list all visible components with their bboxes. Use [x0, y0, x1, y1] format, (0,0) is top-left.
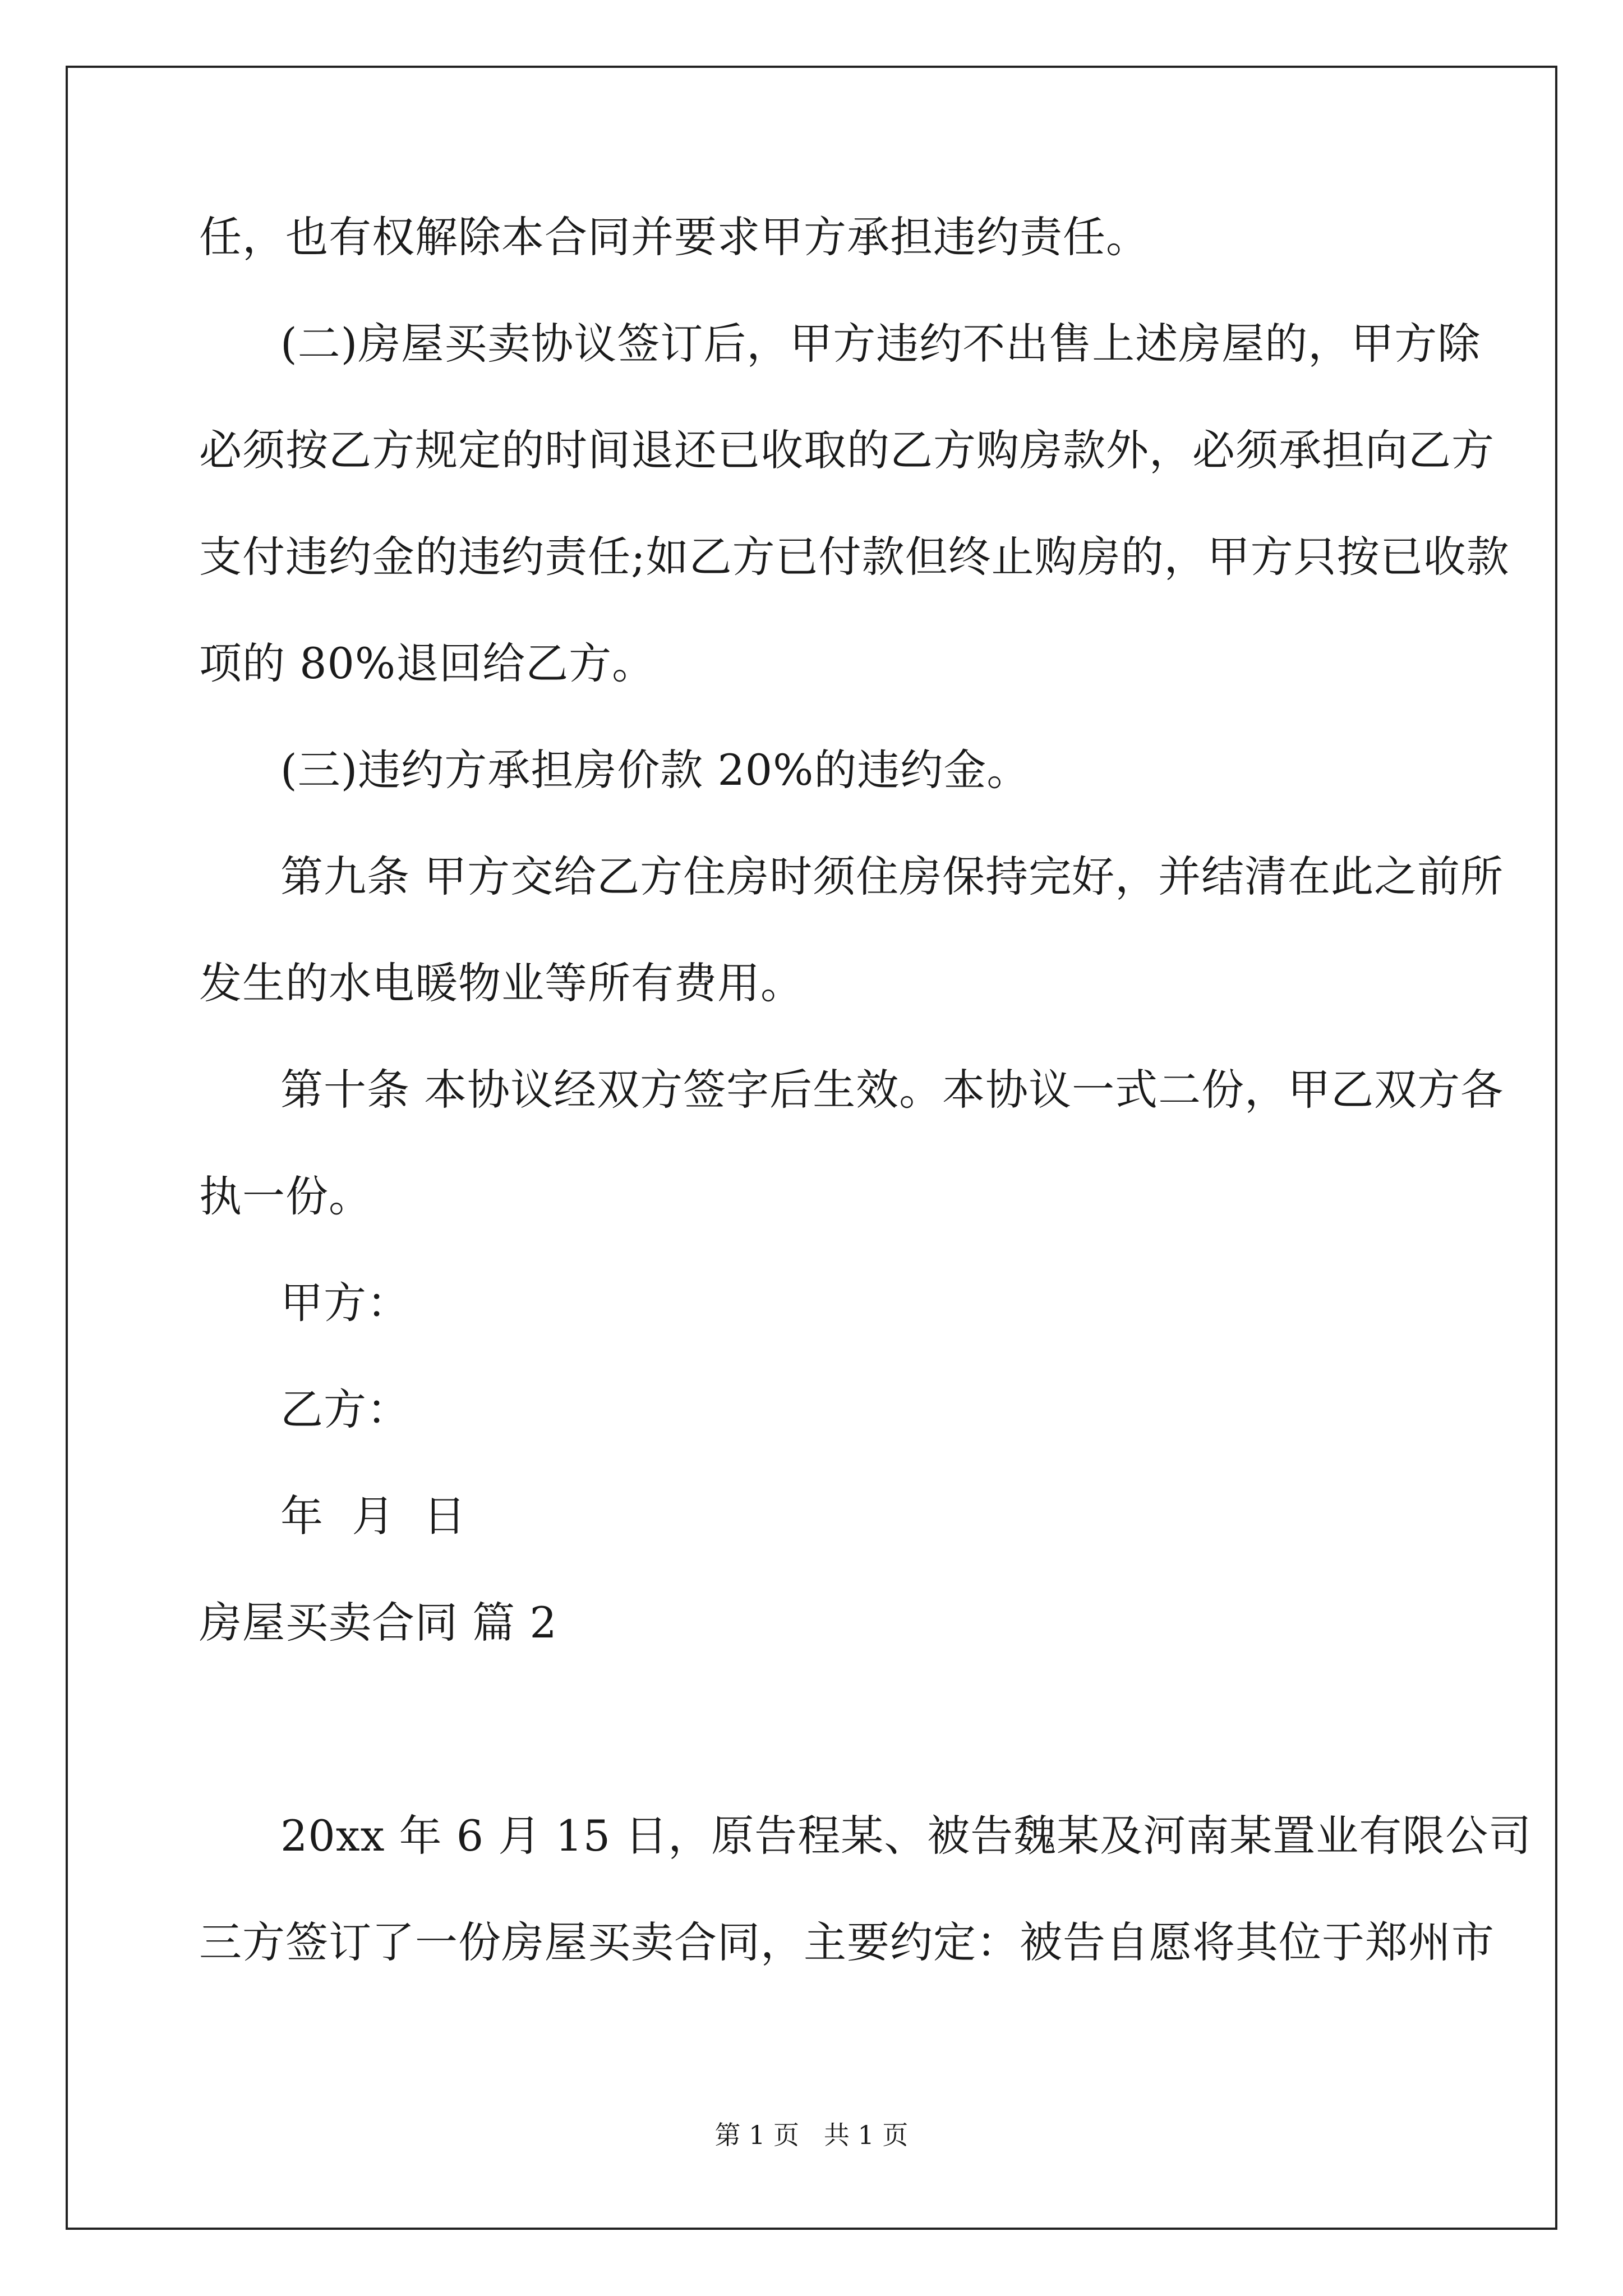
line-1: 任，也有权解除本合同并要求甲方承担违约责任。 — [199, 212, 1149, 262]
party-a-signature-line: 甲方： — [280, 1278, 410, 1328]
page-number-footer: 第 1 页 共 1 页 — [714, 2120, 909, 2150]
paragraph-2-line-2: 必须按乙方规定的时间退还已收取的乙方购房款外，必须承担向乙方 — [199, 425, 1495, 475]
party-b-signature-line: 乙方： — [280, 1384, 410, 1434]
case-paragraph-line-2: 三方签订了一份房屋买卖合同，主要约定：被告自愿将其位于郑州市 — [199, 1917, 1495, 1967]
article-10-line-2: 执一份。 — [199, 1171, 372, 1221]
section-title: 房屋买卖合同 篇 2 — [199, 1598, 557, 1648]
paragraph-3: (三)违约方承担房价款 20%的违约金。 — [280, 745, 1030, 795]
page-border — [66, 66, 1557, 2230]
article-9-line-2: 发生的水电暖物业等所有费用。 — [199, 958, 804, 1008]
paragraph-2-line-3: 支付违约金的违约责任;如乙方已付款但终止购房的，甲方只按已收款 — [199, 532, 1510, 582]
article-10-line-1: 第十条 本协议经双方签字后生效。本协议一式二份，甲乙双方各 — [280, 1065, 1504, 1115]
case-paragraph-line-1: 20xx 年 6 月 15 日，原告程某、被告魏某及河南某置业有限公司 — [280, 1811, 1532, 1861]
article-9-line-1: 第九条 甲方交给乙方住房时须住房保持完好，并结清在此之前所 — [280, 852, 1504, 901]
paragraph-2-line-4: 项的 80%退回给乙方。 — [199, 638, 656, 688]
date-line: 年 月 日 — [280, 1491, 467, 1541]
paragraph-2-line-1: (二)房屋买卖协议签订后，甲方违约不出售上述房屋的，甲方除 — [280, 319, 1481, 369]
